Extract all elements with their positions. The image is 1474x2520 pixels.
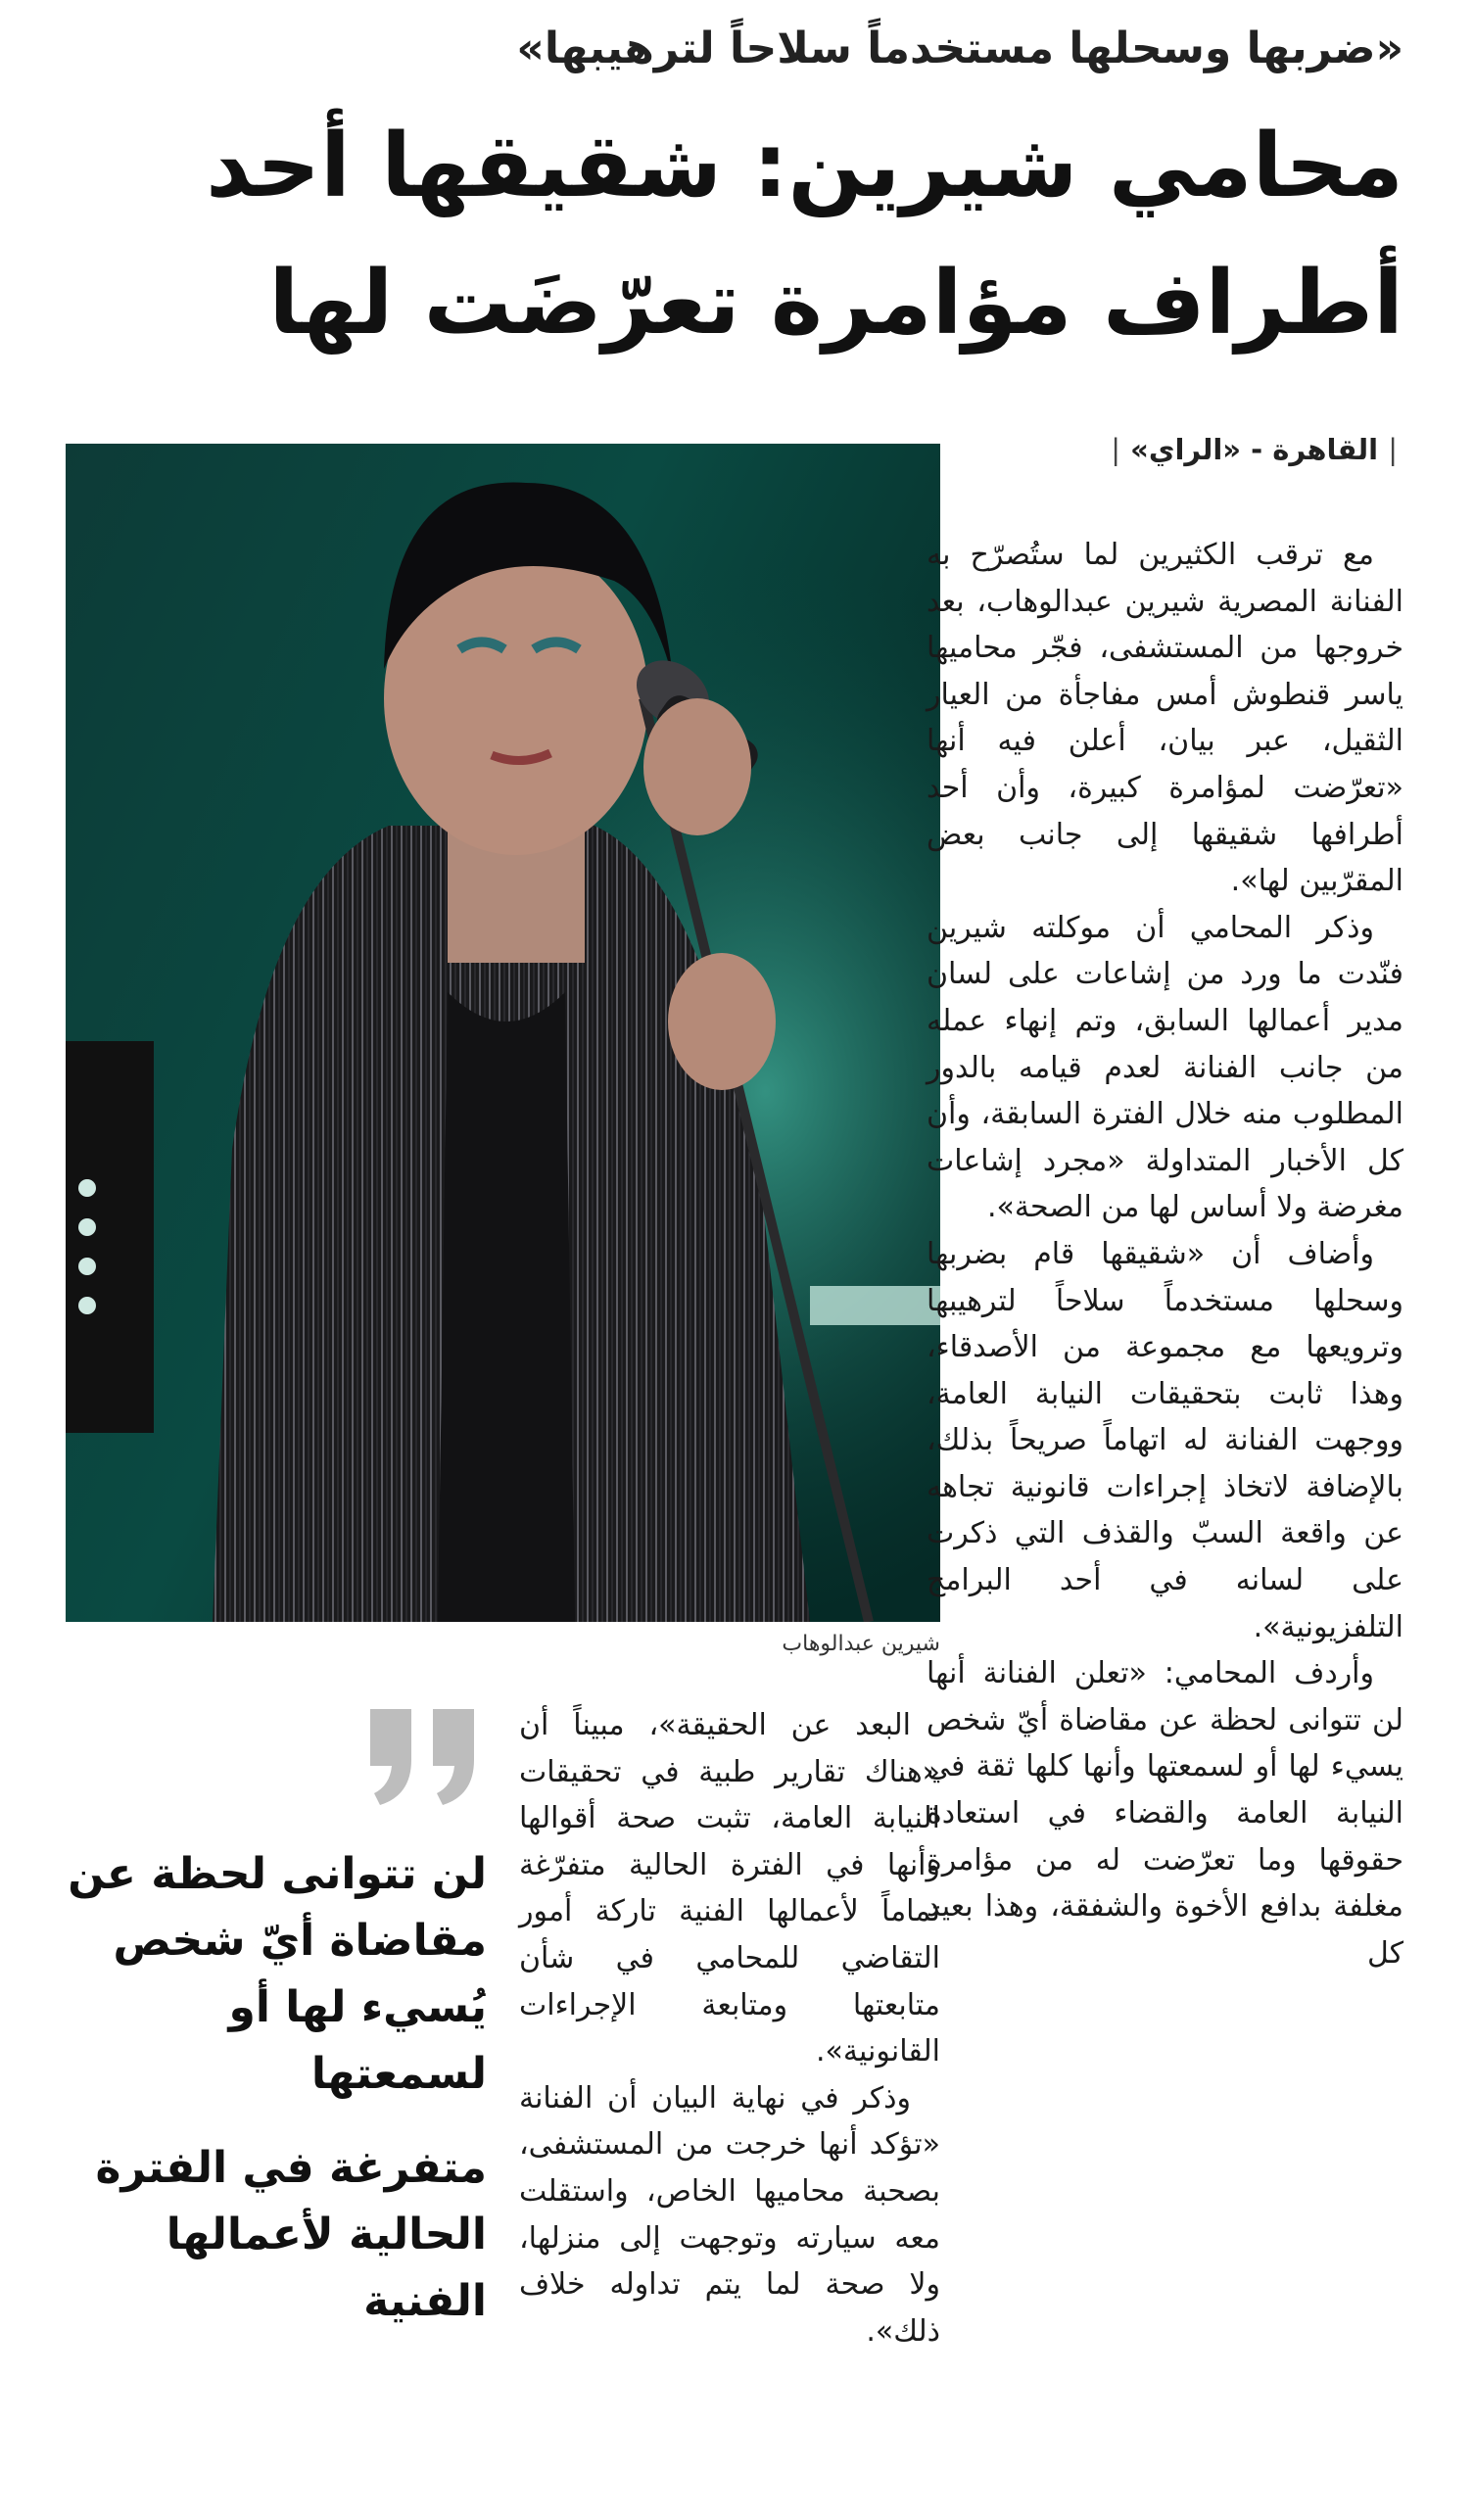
body-paragraph: وذكر المحامي أن موكلته شيرين فنّدت ما ورد من إشاعات على لسان مدير أعمالها السابق، وتم إنهاء عمله من جانب الفنانة لعدم قيامه بالدور المطلوب منه خلال الفترة السابقة، وأن كل الأخبار المتداولة «مجرد إشاعات مغرضة ولا أساس لها من الصحة». <box>927 910 1403 1225</box>
pull-quote: لن تتوانى لحظة عن مقاضاة أيّ شخص يُسيء لها أو لسمعتها <box>68 1849 487 2099</box>
body-paragraph: مع ترقب الكثيرين لما ستُصرّح به الفنانة المصرية شيرين عبدالوهاب، بعد خروجها من المستشفى، فجّر محاميها ياسر قنطوش أمس مفاجأة من العيار الثقيل، عبر بيان، أعلن فيه أنها «تعرّضت لمؤامرة كبيرة، وأن أحد أطرافها شقيقها إلى جانب بعض المقرّبين لها». <box>927 538 1403 899</box>
singer-photo-illustration <box>66 444 940 1622</box>
article-photo <box>66 444 940 1622</box>
body-paragraph: وأردف المحامي: «تعلن الفنانة أنها لن تتوانى لحظة عن مقاضاة أيّ شخص يسيء لها أو لسمعتها وأنها كلها ثقة في النيابة العامة والقضاء في استعادة حقوقها وما تعرّضت له من مؤامرة مغلفة بدافع الأخوة والشفقة، وهذا بعيد كل <box>927 1656 1403 1971</box>
dateline <box>976 428 1398 471</box>
article-body-middle-column <box>519 1702 940 2354</box>
kicker: «ضربها وسحلها مستخدماً سلاحاً لترهيبها» <box>516 24 1403 73</box>
body-paragraph: وأضاف أن «شقيقها قام بضربها وسحلها مستخدماً سلاحاً لترهيبها وترويعها مع مجموعة من الأصدقاء، وهذا ثابت بتحقيقات النيابة العامة، ووجهت الفنانة له اتهاماً صريحاً بذلك، بالإضافة لاتخاذ إجراءات قانونية تجاهه عن واقعة السبّ والقذف التي ذكرت على لسانه في أحد البرامج التلفزيونية». <box>927 1236 1403 1644</box>
body-paragraph: البعد عن الحقيقة»، مبيناً أن «هناك تقارير طبية في تحقيقات النيابة العامة، تثبت صحة أقوالها وأنها في الفترة الحالية متفرّغة تماماً لأعمالها الفنية تاركة أمور التقاضي للمحامي في شأن متابعتها ومتابعة الإجراءات القانونية». <box>519 1708 940 2069</box>
dateline-bar: | <box>1388 433 1398 466</box>
pull-quote: متفرغة في الفترة الحالية لأعمالها الفنية <box>95 2143 487 2326</box>
article-body-right-column <box>927 532 1403 1976</box>
body-paragraph: وذكر في نهاية البيان أن الفنانة «تؤكد أنها خرجت من المستشفى، بصحبة محاميها الخاص، واستقلت معه سيارته وتوجهت إلى منزلها، ولا صحة لما يتم تداوله خلاف ذلك». <box>519 2080 940 2349</box>
headline: محامي شيرين: شقيقها أحد أطراف مؤامرة تعرّضَت لها <box>206 115 1403 355</box>
dateline-bar: | <box>1111 433 1121 466</box>
double-quote-icon <box>362 1709 490 1807</box>
photo-caption: شيرين عبدالوهاب <box>782 1632 940 1656</box>
dateline-text: القاهرة - «الراي» <box>1130 433 1379 466</box>
